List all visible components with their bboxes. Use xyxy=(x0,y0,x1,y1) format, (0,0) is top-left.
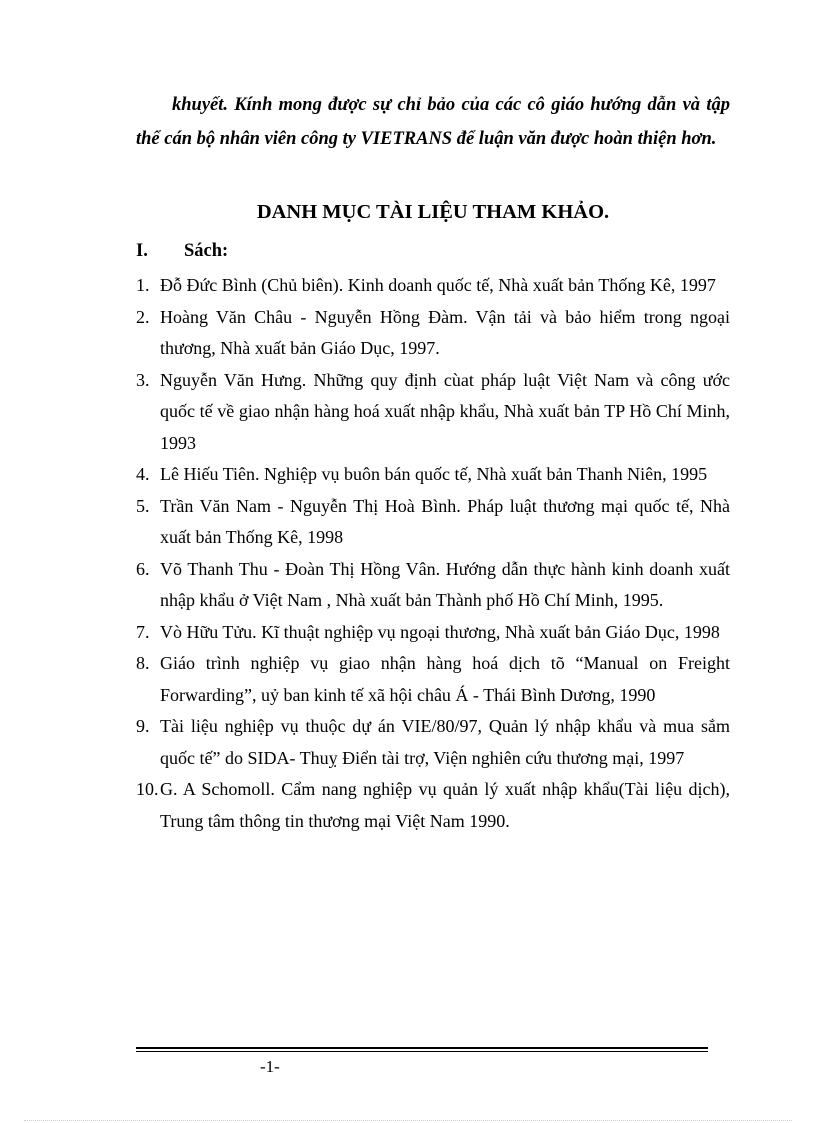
reference-item xyxy=(136,302,730,365)
reference-text: Giáo trình nghiệp vụ giao nhận hàng hoá dịch tõ “Manual on Freight Forwarding”, uỷ ban kinh tế xã hội châu Á - Thái Bình Dương, 1990 xyxy=(160,653,730,705)
reference-item xyxy=(136,270,730,302)
page-bottom-edge xyxy=(24,1120,792,1121)
section-heading xyxy=(136,236,436,266)
section-title: Sách: xyxy=(184,241,229,261)
reference-index: 5. xyxy=(136,495,150,516)
reference-item xyxy=(136,459,730,491)
reference-text: Vò Hữu Tửu. Kĩ thuật nghiệp vụ ngoại thương, Nhà xuất bản Giáo Dục, 1998 xyxy=(160,621,720,642)
reference-item xyxy=(136,711,730,774)
reference-text: G. A Schomoll. Cẩm nang nghiệp vụ quản lý xuất nhập khẩu(Tài liệu dịch), Trung tâm thông tin thương mại Việt Nam 1990. xyxy=(160,779,730,831)
reference-index: 9. xyxy=(136,716,150,736)
reference-index: 6. xyxy=(136,558,150,579)
reference-index: 8. xyxy=(136,653,150,673)
page-title: DANH MỤC TÀI LIỆU THAM KHẢO. xyxy=(256,201,610,223)
page-number: -1- xyxy=(260,1057,280,1076)
reference-index: 3. xyxy=(136,369,150,390)
reference-index: 2. xyxy=(136,306,150,327)
reference-text: Trần Văn Nam - Nguyễn Thị Hoà Bình. Pháp luật thương mại quốc tế, Nhà xuất bản Thống Kê, 1998 xyxy=(160,495,730,547)
footer-divider-thin xyxy=(136,1051,708,1052)
reference-item xyxy=(136,491,730,554)
reference-text: Hoàng Văn Châu - Nguyễn Hồng Đàm. Vận tải và bảo hiểm trong ngoại thương, Nhà xuất bản Giáo Dục, 1997. xyxy=(160,306,730,358)
section-number: I. xyxy=(136,241,148,261)
reference-text: Võ Thanh Thu - Đoàn Thị Hồng Vân. Hướng dẫn thực hành kinh doanh xuất nhập khẩu ở Việt Nam , Nhà xuất bản Thành phố Hồ Chí Minh, 1995. xyxy=(160,558,730,610)
reference-index: 7. xyxy=(136,621,150,642)
intro-paragraph: khuyết. Kính mong được sự chỉ bảo của các cô giáo hướng dẫn và tập thể cán bộ nhân viên công ty VIETRANS để luận văn được hoàn thiện hơn. xyxy=(136,95,730,149)
reference-item xyxy=(136,554,730,617)
reference-item xyxy=(136,648,730,711)
reference-text: Nguyễn Văn Hưng. Những quy định cùat pháp luật Việt Nam và công ước quốc tế về giao nhận hàng hoá xuất nhập khẩu, Nhà xuất bản TP Hồ Chí Minh, 1993 xyxy=(160,369,730,453)
reference-item xyxy=(136,617,730,649)
reference-text: Đỗ Đức Bình (Chủ biên). Kinh doanh quốc tế, Nhà xuất bản Thống Kê, 1997 xyxy=(160,275,716,295)
reference-index: 10. xyxy=(136,779,159,799)
reference-index: 1. xyxy=(136,275,150,295)
reference-item xyxy=(136,774,730,837)
reference-text: Tài liệu nghiệp vụ thuộc dự án VIE/80/97, Quản lý nhập khẩu và mua sắm quốc tế” do SIDA- Thuỵ Điển tài trợ, Viện nghiên cứu thương mại, 1997 xyxy=(160,716,730,768)
footer-divider xyxy=(136,1047,708,1049)
reference-index: 4. xyxy=(136,464,150,484)
reference-item xyxy=(136,365,730,460)
reference-list xyxy=(136,270,730,837)
reference-text: Lê Hiếu Tiên. Nghiệp vụ buôn bán quốc tế, Nhà xuất bản Thanh Niên, 1995 xyxy=(160,464,708,484)
